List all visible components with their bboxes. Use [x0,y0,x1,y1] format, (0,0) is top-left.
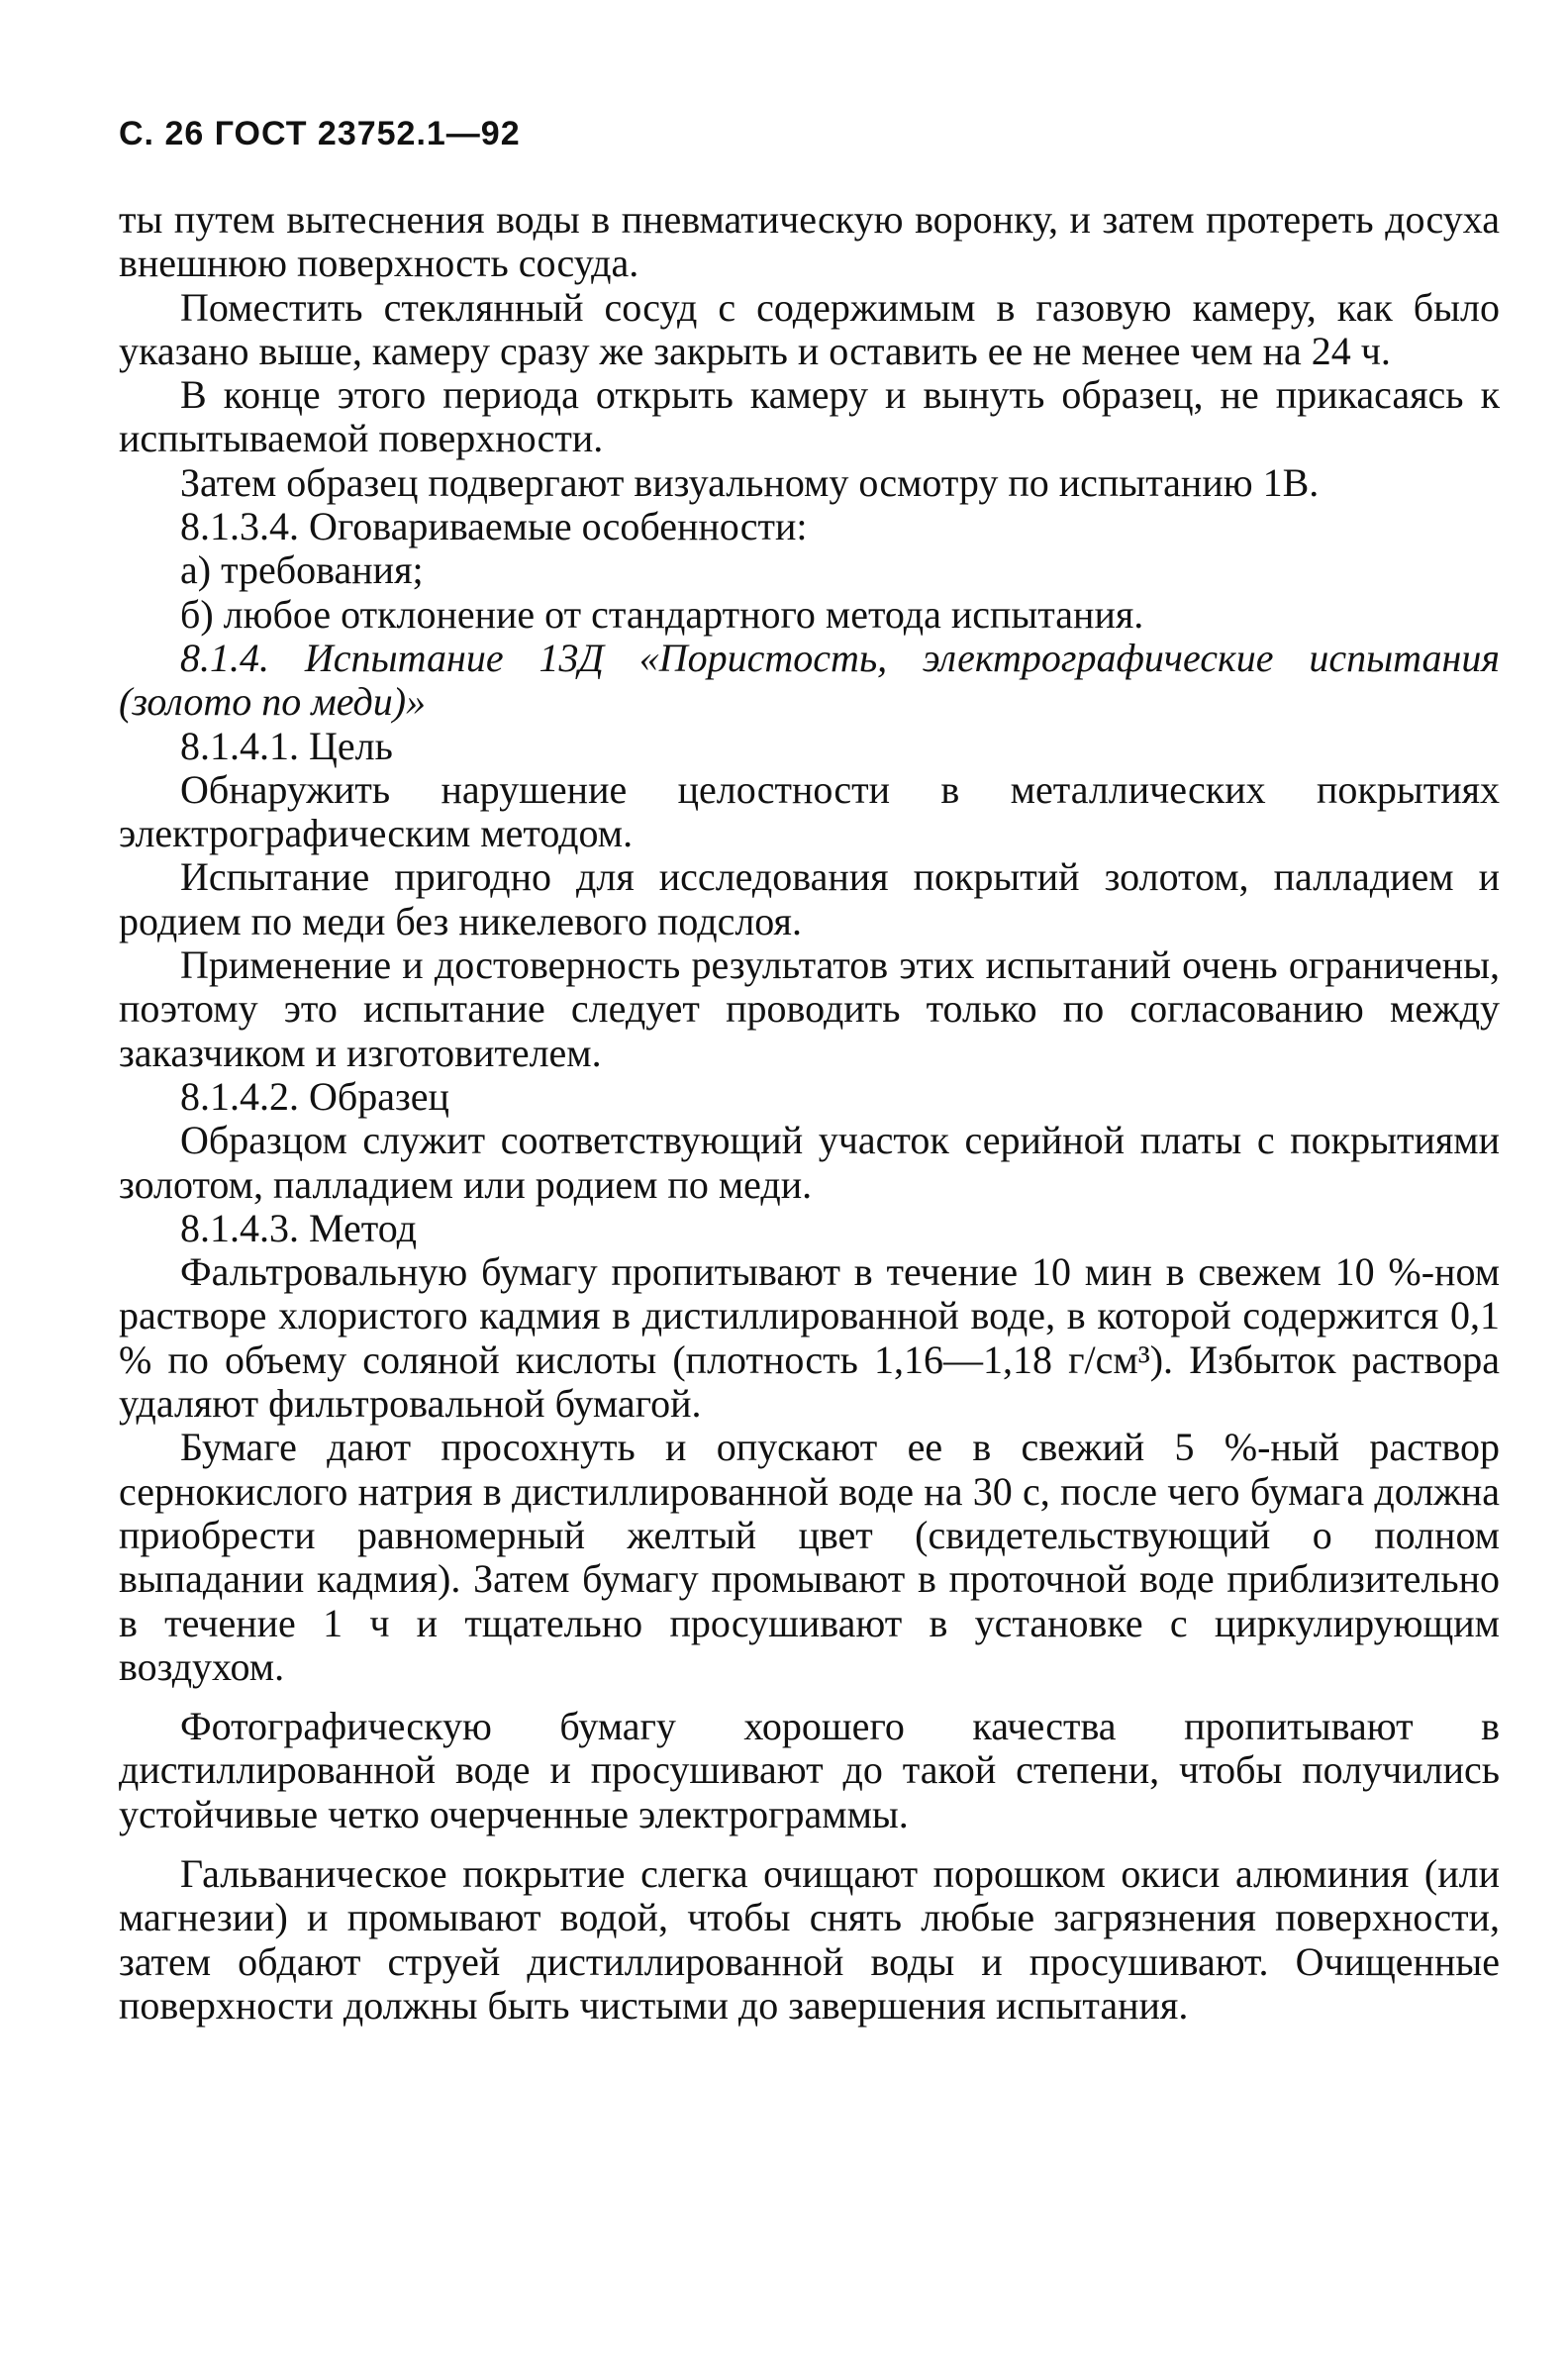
section-heading-8-1-4-3: 8.1.4.3. Метод [180,1205,417,1250]
paragraph: Обнаружить нарушение целостности в металлических покрытиях электрографическим методом. [119,766,1500,856]
page-header: С. 26 ГОСТ 23752.1—92 [119,115,521,152]
paragraph: Испытание пригодно для исследования покрытий золотом, палладием и родием по меди без никелевого подслоя. [119,854,1500,943]
paragraph: Образцом служит соответствующий участок серийной платы с покрытиями золотом, палладием или родием по меди. [119,1118,1500,1207]
section-heading-8-1-3-4: 8.1.3.4. Оговариваемые особенности: [180,504,808,549]
list-item: а) требования; [180,547,424,593]
paragraph: Гальваническое покрытие слегка очищают порошком окиси алюминия (или магнезии) и промывают водой, чтобы снять любые загрязнения поверхности, затем обдают струей дистиллированной воды и просушивают. Очищенные поверхности должны быть чистыми до завершения испытания. [119,1850,1500,2028]
section-heading-8-1-4-2: 8.1.4.2. Образец [180,1073,449,1119]
paragraph: В конце этого периода открыть камеру и вынуть образец, не прикасаясь к испытываемой поверхности. [119,372,1500,461]
list-item: б) любое отклонение от стандартного метода испытания. [180,591,1144,637]
paragraph: Фальтровальную бумагу пропитывают в течение 10 мин в свежем 10 %-ном растворе хлористого кадмия в дистиллированной воде, в которой содержится 0,1 % по объему соляной кислоты (плотность 1,16—1,18 г/см³). Избыток раствора удаляют фильтровальной бумагой. [119,1249,1500,1427]
paragraph: Бумаге дают просохнуть и опускают ее в свежий 5 %-ный раствор сернокислого натрия в дистиллированной воде на 30 с, после чего бумага должна приобрести равномерный желтый цвет (свидетельствующий о полном выпадании кадмия). Затем бумагу промывают в проточной воде приблизительно в течение 1 ч и тщательно просушивают в установке с циркулирующим воздухом. [119,1425,1500,1689]
document-body [119,198,1500,2028]
paragraph-continuation: ты путем вытеснения воды в пневматическую воронку, и затем протереть досуха внешнюю поверхность сосуда. [119,197,1500,286]
paragraph: Фотографическую бумагу хорошего качества пропитывают в дистиллированной воде и просушивают до такой степени, чтобы получились устойчивые четко очерченные электрограммы. [119,1704,1500,1836]
paragraph: Затем образец подвергают визуальному осмотру по испытанию 1В. [180,459,1320,505]
section-heading-8-1-4: 8.1.4. Испытание 13Д «Пористость, электрографические испытания (золото по меди)» [119,635,1500,725]
paragraph: Поместить стеклянный сосуд с содержимым в газовую камеру, как было указано выше, камеру сразу же закрыть и оставить ее не менее чем на 24 ч. [119,284,1500,373]
paragraph: Применение и достоверность результатов этих испытаний очень ограничены, поэтому это испытание следует проводить только по согласованию между заказчиком и изготовителем. [119,942,1500,1075]
section-heading-8-1-4-1: 8.1.4.1. Цель [180,723,393,768]
